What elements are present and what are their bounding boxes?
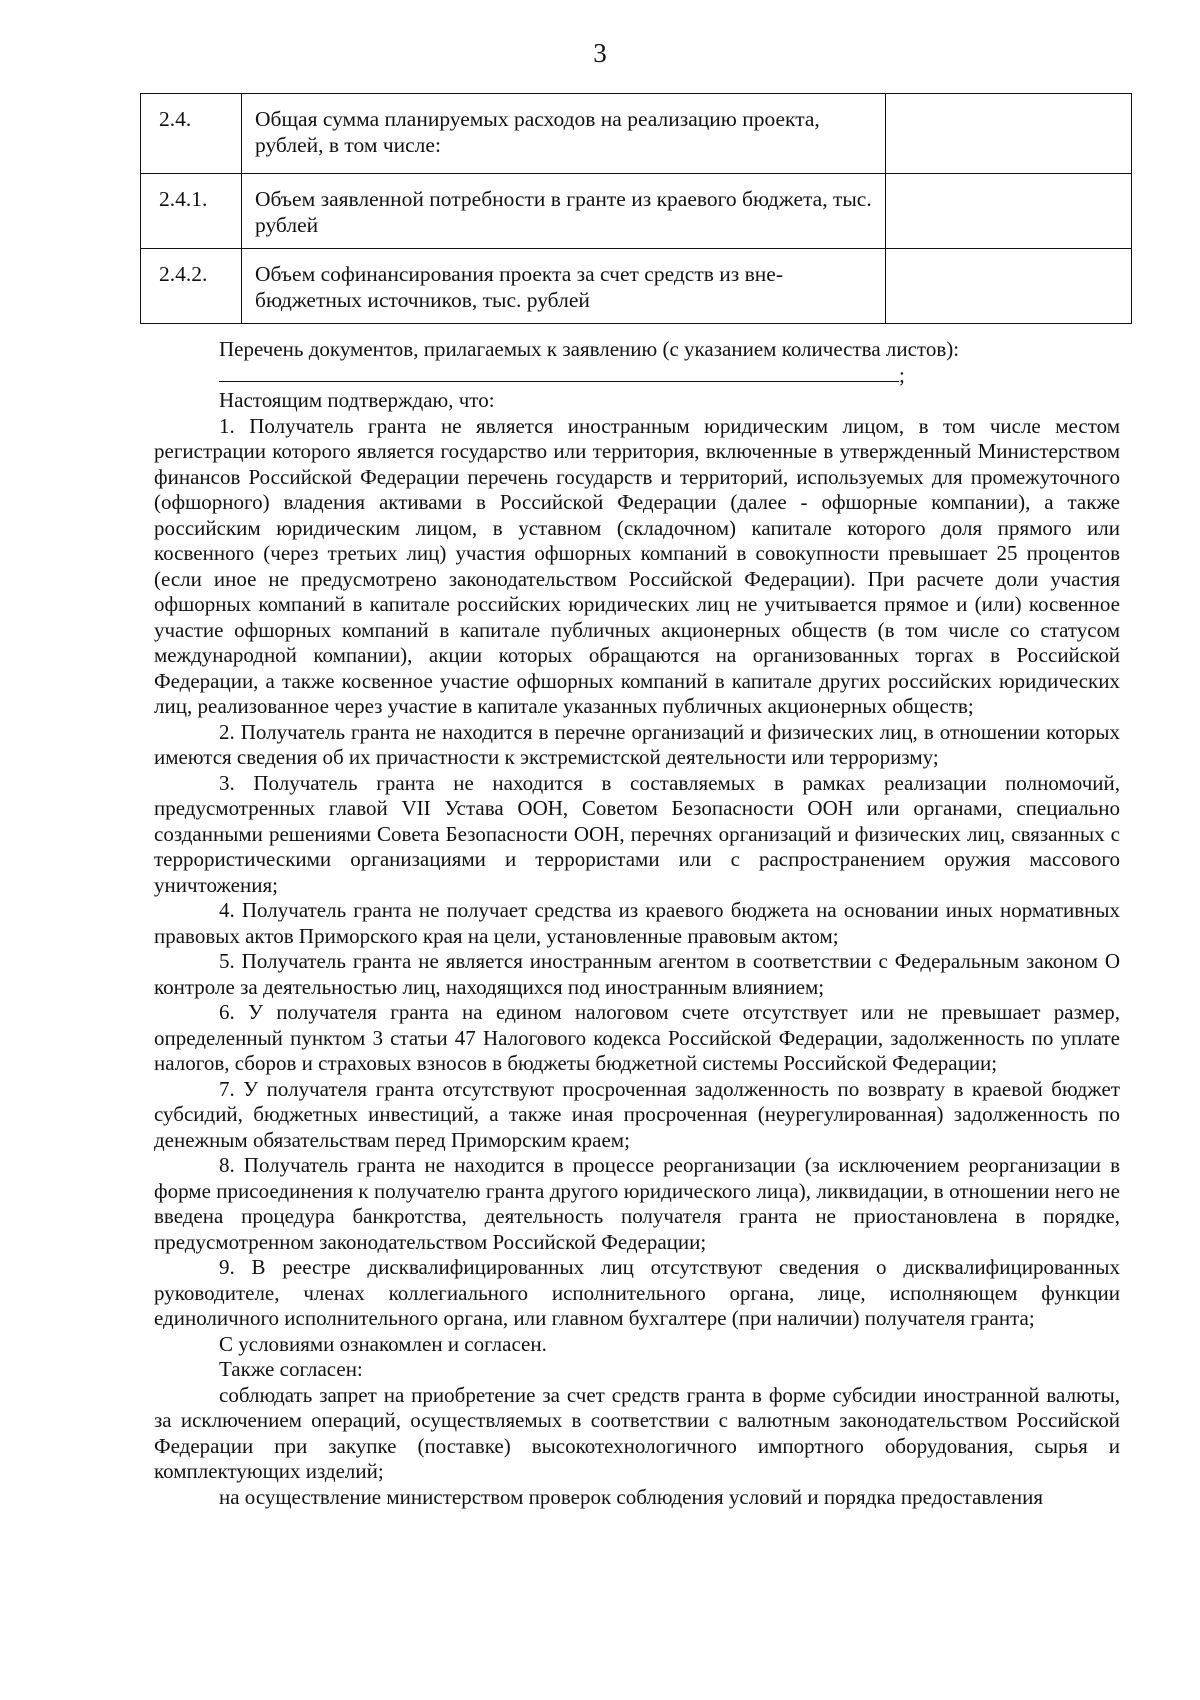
budget-table [140, 93, 1132, 324]
row-number: 2.4.2. [141, 249, 242, 324]
table-row [141, 174, 1132, 249]
document-body [154, 337, 1120, 1510]
confirmation-item: 1. Получатель гранта не является иностранным юридическим лицом, в том числе местом регистрации которого является государство или территория, включенные в утвержденный Министерством финансов Российской Федерации перечень государств и территорий, используемых для промежуточного (офшорного) владения активами в Российской Федерации (далее - офшорные компании), а также российским юридическим лицом, в уставном (складочном) капитале которого доля прямого или косвенного (через третьих лиц) участия офшорных компаний в совокупности превышает 25 процентов (если иное не предусмотрено законодательством Российской Федерации). При расчете доли участия офшорных компаний в капитале российских юридических лиц не учитывается прямое и (или) косвенное участие офшорных компаний в капитале публичных акционерных обществ (в том числе со статусом международной компании), акции которых обращаются на организованных торгах в Российской Федерации, а также косвенное участие офшорных компаний в капитале других российских юридических лиц, реализованное через участие в капитале указанных публичных акционерных обществ; [154, 413, 1120, 718]
confirmation-item: 5. Получатель гранта не является иностранным агентом в соответствии с Федеральным законом О контроле за деятельностью лиц, находящихся под иностранным влиянием; [154, 949, 1120, 999]
confirmation-item: 4. Получатель гранта не получает средства из краевого бюджета на основании иных нормативных правовых актов Приморского края на цели, установленные правовым актом; [154, 898, 1120, 948]
consent-paragraph: на осуществление министерством проверок соблюдения условий и порядка предоставления [219, 1484, 1043, 1509]
confirmation-item: 9. В реестре дисквалифицированных лиц отсутствуют сведения о дисквалифицированных руководителе, членах коллегиального исполнительного органа, лице, исполняющем функции единоличного исполнительного органа, или главном бухгалтере (при наличии) получателя гранта; [154, 1255, 1120, 1330]
row-number: 2.4.1. [141, 174, 242, 249]
documents-blank-line [154, 363, 1120, 389]
confirmation-item: 2. Получатель гранта не находится в перечне организаций и физических лиц, в отношении которых имеются сведения об их причастности к экстремистской деятельности или терроризму; [154, 719, 1120, 769]
page-number: 3 [593, 38, 607, 68]
table-row [141, 249, 1132, 324]
agreement-statement: С условиями ознакомлен и согласен. [219, 1331, 547, 1356]
row-number: 2.4. [141, 94, 242, 174]
row-description: Общая сумма планируемых расходов на реализацию проекта, рублей, в том числе: [242, 94, 886, 174]
fill-in-line [219, 363, 899, 382]
table-row [141, 94, 1132, 174]
row-description: Объем заявленной потребности в гранте из краевого бюджета, тыс. рублей [242, 174, 886, 249]
row-value-cell [886, 94, 1132, 174]
documents-list-label: Перечень документов, прилагаемых к заявлению (с указанием количества листов): [219, 337, 960, 361]
confirmation-item: 7. У получателя гранта отсутствуют просроченная задолженность по возврату в краевой бюджет субсидий, бюджетных инвестиций, а также иная просроченная (неурегулированная) задолженность по денежным обязательствам перед Приморским краем; [154, 1076, 1120, 1152]
row-value-cell [886, 249, 1132, 324]
also-agree-heading: Также согласен: [219, 1357, 363, 1381]
row-description: Объем софинансирования проекта за счет средств из вне-бюджетных источников, тыс. рублей [242, 249, 886, 324]
confirmation-intro: Настоящим подтверждаю, что: [219, 388, 495, 412]
confirmation-item: 3. Получатель гранта не находится в составляемых в рамках реализации полномочий, предусмотренных главой VII Устава ООН, Советом Безопасности ООН или органами, специально созданными решениями Совета Безопасности ООН, перечнях организаций и физических лиц, связанных с террористическими организациями и террористами или с распространением оружия массового уничтожения; [154, 770, 1120, 897]
confirmation-item: 6. У получателя гранта на едином налоговом счете отсутствует или не превышает размер, определенный пунктом 3 статьи 47 Налогового кодекса Российской Федерации, задолженность по уплате налогов, сборов и страховых взносов в бюджеты бюджетной системы Российской Федерации; [154, 1000, 1120, 1075]
blank-line-end: ; [899, 362, 905, 387]
row-value-cell [886, 174, 1132, 249]
confirmation-item: 8. Получатель гранта не находится в процессе реорганизации (за исключением реорганизации в форме присоединения к получателю гранта другого юридического лица), ликвидации, в отношении него не введена процедура банкротства, деятельность получателя гранта не приостановлена в порядке, предусмотренном законодательством Российской Федерации; [154, 1153, 1120, 1254]
consent-paragraph: соблюдать запрет на приобретение за счет средств гранта в форме субсидии иностранной валюты, за исключением операций, осуществляемых в соответствии с валютным законодательством Российской Федерации при закупке (поставке) высокотехнологичного импортного оборудования, сырья и комплектующих изделий; [154, 1382, 1120, 1483]
